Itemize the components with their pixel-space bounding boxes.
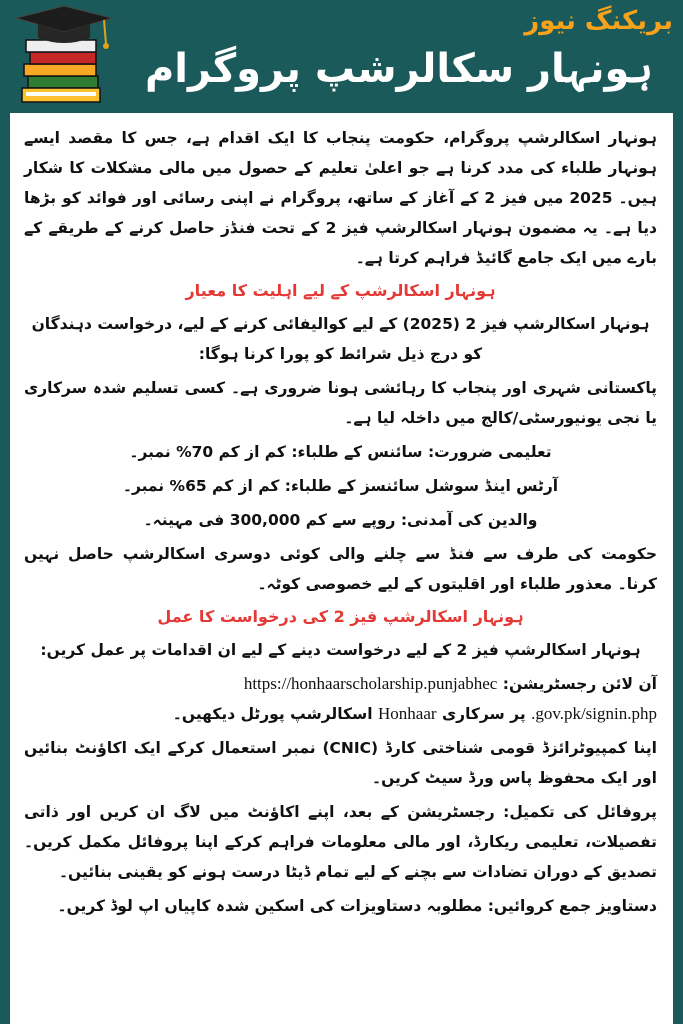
portal-text-after: اسکالرشپ پورٹل دیکھیں۔	[172, 705, 373, 723]
income-requirement: والدین کی آمدنی: روپے سے کم 300,000 فی مہینہ۔	[143, 511, 538, 529]
account-step: اپنا کمپیوٹرائزڈ قومی شناختی کارڈ (CNIC) نمبر استعمال کرکے ایک اکاؤنٹ بنائیں اور ایک محفوظ پاس ورڈ سیٹ کریں۔	[24, 739, 657, 787]
other-scholarship-requirement: حکومت کی طرف سے فنڈ سے چلنے والی کوئی دوسری اسکالرشپ حاصل نہیں کرنا۔ معذور طلباء اور اقلیتوں کے لیے خصوصی کوٹہ۔	[24, 545, 657, 593]
header-banner	[0, 0, 683, 113]
intro-paragraph: ہونہار اسکالرشپ پروگرام، حکومت پنجاب کا ایک اقدام ہے، جس کا مقصد ایسے ہونہار طلباء کی مدد کرنا ہے جو اعلیٰ تعلیم کے حصول میں مالی مشکلات کا شکار ہیں۔ 2025 میں فیز 2 کے آغاز کے ساتھ، پروگرام نے اپنی رسائی اور فوائد کو بڑھا دیا ہے۔ یہ مضمون ہونہار اسکالرشپ فیز 2 کے تحت فنڈز حاصل کرنے کے طریقے کے بارے میں ایک جامع گائیڈ فراہم کرتا ہے۔	[24, 129, 657, 267]
eligibility-intro: ہونہار اسکالرشپ فیز 2 (2025) کے لیے کوالیفائی کرنے کے لیے، درخواست دہندگان کو درج ذیل شرائط کو پورا کرنا ہوگا:	[31, 315, 650, 363]
breaking-news-label: بریکنگ نیوز	[524, 6, 673, 36]
application-intro: ہونہار اسکالرشپ فیز 2 کے لیے درخواست دینے کے لیے ان اقدامات پر عمل کریں:	[40, 641, 641, 659]
graduation-books-icon	[8, 4, 116, 108]
page-title: ہونہار سکالرشپ پروگرام	[144, 46, 653, 92]
registration-url-part1[interactable]: https://honhaarscholarship.punjabhec	[243, 674, 498, 693]
eligibility-heading: ہونہار اسکالرشپ کے لیے اہلیت کا معیار	[185, 281, 496, 300]
portal-brand: Honhaar	[378, 704, 437, 723]
application-heading: ہونہار اسکالرشپ فیز 2 کی درخواست کا عمل	[157, 607, 524, 626]
registration-url-part2[interactable]: .gov.pk/signin.php	[531, 704, 657, 723]
documents-step: دستاویز جمع کروائیں: مطلوبہ دستاویزات کی اسکین شدہ کاپیاں اپ لوڈ کریں۔	[57, 897, 657, 915]
registration-label: آن لائن رجسٹریشن:	[502, 675, 657, 693]
portal-text-before: پر سرکاری	[441, 705, 526, 723]
arts-requirement: آرٹس اینڈ سوشل سائنسز کے طلباء: کم از کم 65% نمبر۔	[122, 477, 559, 495]
profile-step: پروفائل کی تکمیل: رجسٹریشن کے بعد، اپنے اکاؤنٹ میں لاگ ان کریں اور ذاتی تفصیلات، تعلیمی ریکارڈ، اور مالی معلومات فراہم کرکے اپنا پروفائل مکمل کریں۔ تصدیق کے دوران تضادات سے بچنے کے لیے تمام ڈیٹا درست ہونے کو یقینی بنائیں۔	[24, 803, 657, 881]
registration-step	[24, 669, 657, 729]
science-requirement: تعلیمی ضرورت: سائنس کے طلباء: کم از کم 70% نمبر۔	[129, 443, 552, 461]
residency-requirement: پاکستانی شہری اور پنجاب کا رہائشی ہونا ضروری ہے۔ کسی تسلیم شدہ سرکاری یا نجی یونیورسٹی/کالج میں داخلہ لیا ہے۔	[24, 379, 657, 427]
article-content	[10, 113, 673, 1024]
